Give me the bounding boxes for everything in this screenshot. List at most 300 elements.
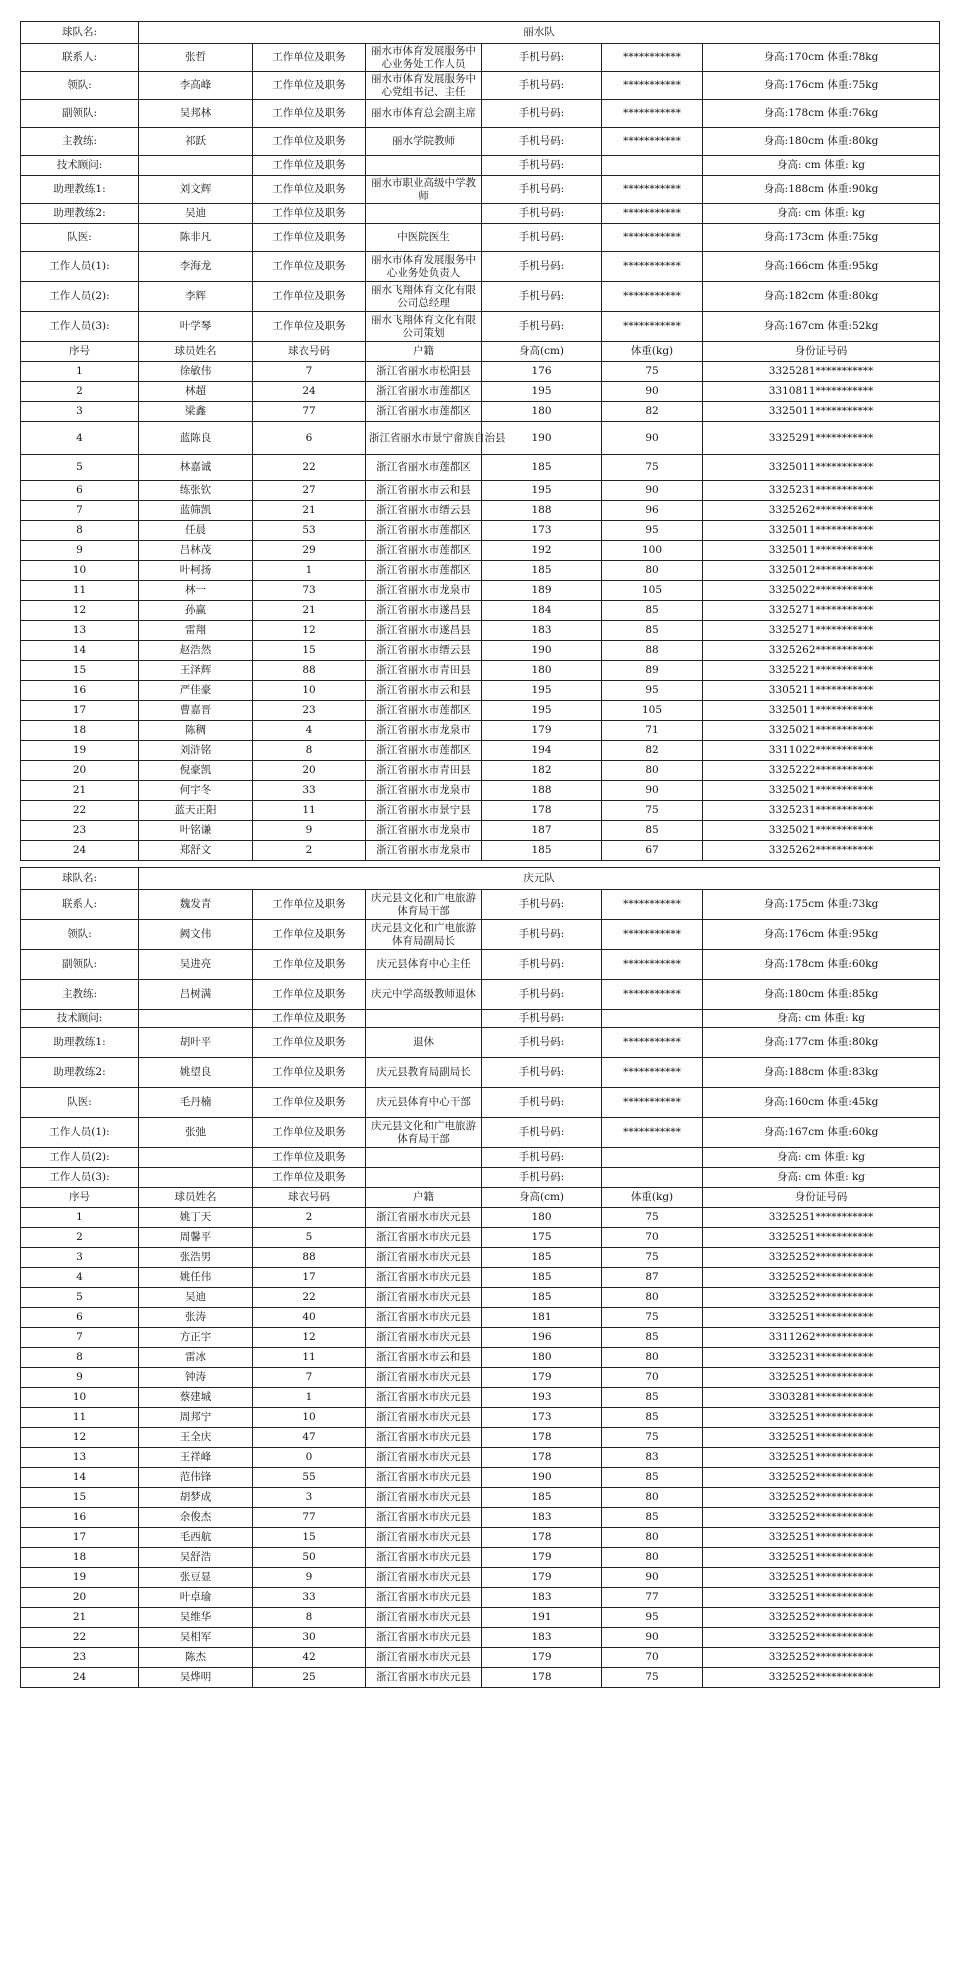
player-name: 周馨平 — [139, 1228, 253, 1248]
player-row — [21, 1608, 940, 1628]
player-id: 3325221*********** — [703, 661, 940, 681]
staff-name: 吕树满 — [139, 980, 253, 1010]
player-name: 吴相军 — [139, 1628, 253, 1648]
player-hometown: 浙江省丽水市景宁畲族自治县 — [366, 422, 482, 455]
player-name: 毛西航 — [139, 1528, 253, 1548]
staff-unit: 丽水市体育发展服务中心党组书记、主任 — [366, 72, 482, 100]
work-unit-label: 工作单位及职务 — [253, 204, 366, 224]
player-jersey: 9 — [253, 1568, 366, 1588]
staff-role: 主教练: — [21, 128, 139, 156]
player-row — [21, 521, 940, 541]
player-id: 3325251*********** — [703, 1528, 940, 1548]
col-jersey: 球衣号码 — [253, 342, 366, 362]
player-id: 3325012*********** — [703, 561, 940, 581]
player-height: 180 — [482, 402, 602, 422]
staff-height-weight: 身高:170cm 体重:78kg — [703, 44, 940, 72]
phone-label: 手机号码: — [482, 920, 602, 950]
player-index: 9 — [21, 541, 139, 561]
staff-row — [21, 1088, 940, 1118]
staff-row — [21, 1028, 940, 1058]
player-index: 7 — [21, 501, 139, 521]
player-name: 刘浒铭 — [139, 741, 253, 761]
staff-name: 吴进亮 — [139, 950, 253, 980]
staff-height-weight: 身高:173cm 体重:75kg — [703, 224, 940, 252]
player-row — [21, 1548, 940, 1568]
player-hometown: 浙江省丽水市庆元县 — [366, 1388, 482, 1408]
player-hometown: 浙江省丽水市龙泉市 — [366, 781, 482, 801]
player-height: 182 — [482, 761, 602, 781]
player-height: 190 — [482, 641, 602, 661]
player-name: 钟涛 — [139, 1368, 253, 1388]
staff-row — [21, 224, 940, 252]
player-row — [21, 781, 940, 801]
player-row — [21, 681, 940, 701]
phone-label: 手机号码: — [482, 1168, 602, 1188]
player-id: 3325021*********** — [703, 821, 940, 841]
player-jersey: 20 — [253, 761, 366, 781]
player-weight: 75 — [602, 1248, 703, 1268]
player-index: 8 — [21, 1348, 139, 1368]
player-row — [21, 541, 940, 561]
staff-role: 工作人员(1): — [21, 252, 139, 282]
phone-label: 手机号码: — [482, 890, 602, 920]
player-index: 21 — [21, 781, 139, 801]
player-hometown: 浙江省丽水市遂昌县 — [366, 601, 482, 621]
work-unit-label: 工作单位及职务 — [253, 312, 366, 342]
phone-label: 手机号码: — [482, 100, 602, 128]
player-weight: 87 — [602, 1268, 703, 1288]
player-id: 3325231*********** — [703, 1348, 940, 1368]
player-weight: 88 — [602, 641, 703, 661]
player-index: 4 — [21, 1268, 139, 1288]
player-weight: 85 — [602, 1328, 703, 1348]
player-jersey: 40 — [253, 1308, 366, 1328]
player-hometown: 浙江省丽水市庆元县 — [366, 1408, 482, 1428]
player-weight: 67 — [602, 841, 703, 861]
staff-unit — [366, 1148, 482, 1168]
player-height: 180 — [482, 661, 602, 681]
player-row — [21, 821, 940, 841]
work-unit-label: 工作单位及职务 — [253, 44, 366, 72]
phone-value: *********** — [602, 920, 703, 950]
player-name: 梁鑫 — [139, 402, 253, 422]
player-weight: 95 — [602, 681, 703, 701]
player-name: 练张钦 — [139, 481, 253, 501]
work-unit-label: 工作单位及职务 — [253, 282, 366, 312]
staff-row — [21, 1118, 940, 1148]
staff-name: 阙文伟 — [139, 920, 253, 950]
player-index: 22 — [21, 801, 139, 821]
phone-value: *********** — [602, 312, 703, 342]
player-index: 15 — [21, 661, 139, 681]
player-height: 195 — [482, 681, 602, 701]
player-name: 蓝筛凯 — [139, 501, 253, 521]
player-index: 2 — [21, 382, 139, 402]
staff-unit: 庆元县文化和广电旅游体育局干部 — [366, 1118, 482, 1148]
player-row — [21, 581, 940, 601]
player-name: 王全庆 — [139, 1428, 253, 1448]
player-height: 180 — [482, 1348, 602, 1368]
player-jersey: 0 — [253, 1448, 366, 1468]
player-hometown: 浙江省丽水市莲都区 — [366, 541, 482, 561]
player-hometown: 浙江省丽水市莲都区 — [366, 741, 482, 761]
phone-label: 手机号码: — [482, 72, 602, 100]
player-weight: 85 — [602, 621, 703, 641]
player-row — [21, 1468, 940, 1488]
player-weight: 75 — [602, 1668, 703, 1688]
player-row — [21, 402, 940, 422]
player-height: 183 — [482, 621, 602, 641]
staff-role: 助理教练2: — [21, 1058, 139, 1088]
player-weight: 75 — [602, 1428, 703, 1448]
player-jersey: 30 — [253, 1628, 366, 1648]
staff-height-weight: 身高:180cm 体重:80kg — [703, 128, 940, 156]
player-row — [21, 761, 940, 781]
player-row — [21, 1488, 940, 1508]
staff-role: 工作人员(3): — [21, 312, 139, 342]
staff-role: 工作人员(2): — [21, 1148, 139, 1168]
player-jersey: 22 — [253, 455, 366, 481]
player-height: 181 — [482, 1308, 602, 1328]
staff-name: 吴迪 — [139, 204, 253, 224]
player-id: 3325252*********** — [703, 1628, 940, 1648]
staff-unit: 庆元县文化和广电旅游体育局干部 — [366, 890, 482, 920]
col-weight: 体重(kg) — [602, 342, 703, 362]
player-weight: 95 — [602, 521, 703, 541]
work-unit-label: 工作单位及职务 — [253, 980, 366, 1010]
work-unit-label: 工作单位及职务 — [253, 920, 366, 950]
player-jersey: 17 — [253, 1268, 366, 1288]
player-weight: 80 — [602, 1528, 703, 1548]
player-jersey: 21 — [253, 501, 366, 521]
staff-name: 张哲 — [139, 44, 253, 72]
player-height: 176 — [482, 362, 602, 382]
phone-value: *********** — [602, 282, 703, 312]
player-index: 19 — [21, 1568, 139, 1588]
player-id: 3325011*********** — [703, 455, 940, 481]
player-weight: 90 — [602, 481, 703, 501]
player-id: 3325222*********** — [703, 761, 940, 781]
staff-name: 刘文辉 — [139, 176, 253, 204]
staff-unit — [366, 1010, 482, 1028]
player-index: 8 — [21, 521, 139, 541]
player-height: 185 — [482, 1488, 602, 1508]
staff-role: 领队: — [21, 72, 139, 100]
phone-label: 手机号码: — [482, 224, 602, 252]
player-height: 179 — [482, 1568, 602, 1588]
player-hometown: 浙江省丽水市青田县 — [366, 761, 482, 781]
work-unit-label: 工作单位及职务 — [253, 128, 366, 156]
player-index: 5 — [21, 455, 139, 481]
staff-row — [21, 890, 940, 920]
player-hometown: 浙江省丽水市遂昌县 — [366, 621, 482, 641]
player-row — [21, 1628, 940, 1648]
player-jersey: 42 — [253, 1648, 366, 1668]
player-name: 雷翔 — [139, 621, 253, 641]
player-weight: 90 — [602, 1568, 703, 1588]
player-index: 1 — [21, 362, 139, 382]
staff-unit: 庆元县文化和广电旅游 体育局副局长 — [366, 920, 482, 950]
phone-value: *********** — [602, 1028, 703, 1058]
player-jersey: 33 — [253, 781, 366, 801]
staff-role: 助理教练1: — [21, 176, 139, 204]
player-weight: 70 — [602, 1368, 703, 1388]
player-id: 3325262*********** — [703, 841, 940, 861]
player-weight: 75 — [602, 362, 703, 382]
player-index: 12 — [21, 601, 139, 621]
player-index: 14 — [21, 1468, 139, 1488]
player-jersey: 27 — [253, 481, 366, 501]
player-row — [21, 501, 940, 521]
player-jersey: 33 — [253, 1588, 366, 1608]
player-weight: 75 — [602, 1308, 703, 1328]
player-id: 3325011*********** — [703, 701, 940, 721]
player-id: 3325252*********** — [703, 1468, 940, 1488]
player-height: 193 — [482, 1388, 602, 1408]
player-hometown: 浙江省丽水市龙泉市 — [366, 821, 482, 841]
player-id: 3325252*********** — [703, 1488, 940, 1508]
staff-height-weight: 身高: cm 体重: kg — [703, 204, 940, 224]
staff-height-weight: 身高:188cm 体重:83kg — [703, 1058, 940, 1088]
player-height: 173 — [482, 521, 602, 541]
col-index: 序号 — [21, 342, 139, 362]
player-weight: 105 — [602, 581, 703, 601]
player-index: 6 — [21, 481, 139, 501]
player-jersey: 2 — [253, 841, 366, 861]
player-row — [21, 741, 940, 761]
player-weight: 82 — [602, 741, 703, 761]
player-hometown: 浙江省丽水市庆元县 — [366, 1608, 482, 1628]
player-weight: 96 — [602, 501, 703, 521]
staff-height-weight: 身高:175cm 体重:73kg — [703, 890, 940, 920]
staff-row — [21, 312, 940, 342]
player-id: 3325251*********** — [703, 1568, 940, 1588]
phone-value: *********** — [602, 44, 703, 72]
player-name: 林超 — [139, 382, 253, 402]
player-row — [21, 561, 940, 581]
col-id-number: 身份证号码 — [703, 1188, 940, 1208]
phone-label: 手机号码: — [482, 1088, 602, 1118]
staff-row — [21, 128, 940, 156]
player-hometown: 浙江省丽水市庆元县 — [366, 1288, 482, 1308]
player-row — [21, 1368, 940, 1388]
player-hometown: 浙江省丽水市庆元县 — [366, 1668, 482, 1688]
staff-row — [21, 176, 940, 204]
player-id: 3325252*********** — [703, 1648, 940, 1668]
player-hometown: 浙江省丽水市庆元县 — [366, 1268, 482, 1288]
player-height: 188 — [482, 781, 602, 801]
work-unit-label: 工作单位及职务 — [253, 1088, 366, 1118]
player-index: 23 — [21, 1648, 139, 1668]
player-id: 3325271*********** — [703, 621, 940, 641]
player-jersey: 7 — [253, 1368, 366, 1388]
player-index: 14 — [21, 641, 139, 661]
player-row — [21, 1568, 940, 1588]
player-index: 24 — [21, 1668, 139, 1688]
player-hometown: 浙江省丽水市庆元县 — [366, 1648, 482, 1668]
player-id: 3325252*********** — [703, 1508, 940, 1528]
player-name: 郑舒文 — [139, 841, 253, 861]
staff-name: 李海龙 — [139, 252, 253, 282]
player-row — [21, 1528, 940, 1548]
player-id: 3325021*********** — [703, 721, 940, 741]
player-jersey: 2 — [253, 1208, 366, 1228]
roster-table — [20, 21, 940, 1688]
player-row — [21, 1408, 940, 1428]
player-hometown: 浙江省丽水市庆元县 — [366, 1488, 482, 1508]
player-id: 3311262*********** — [703, 1328, 940, 1348]
player-weight: 80 — [602, 1348, 703, 1368]
staff-name: 魏发青 — [139, 890, 253, 920]
player-jersey: 50 — [253, 1548, 366, 1568]
staff-height-weight: 身高:176cm 体重:75kg — [703, 72, 940, 100]
staff-row — [21, 204, 940, 224]
player-id: 3325251*********** — [703, 1368, 940, 1388]
player-row — [21, 1248, 940, 1268]
player-index: 11 — [21, 1408, 139, 1428]
staff-name: 祁跃 — [139, 128, 253, 156]
col-hometown: 户籍 — [366, 1188, 482, 1208]
phone-value — [602, 156, 703, 176]
player-index: 16 — [21, 1508, 139, 1528]
staff-unit — [366, 1168, 482, 1188]
section-gap — [21, 861, 940, 868]
player-id: 3325011*********** — [703, 402, 940, 422]
staff-role: 队医: — [21, 1088, 139, 1118]
work-unit-label: 工作单位及职务 — [253, 1168, 366, 1188]
player-row — [21, 455, 940, 481]
staff-name — [139, 156, 253, 176]
player-id: 3325231*********** — [703, 801, 940, 821]
work-unit-label: 工作单位及职务 — [253, 1028, 366, 1058]
staff-role: 助理教练1: — [21, 1028, 139, 1058]
player-name: 陈稠 — [139, 721, 253, 741]
player-jersey: 5 — [253, 1228, 366, 1248]
staff-row — [21, 950, 940, 980]
player-index: 19 — [21, 741, 139, 761]
staff-name: 张弛 — [139, 1118, 253, 1148]
player-id: 3325271*********** — [703, 601, 940, 621]
player-name: 张涛 — [139, 1308, 253, 1328]
staff-role: 副领队: — [21, 950, 139, 980]
phone-value: *********** — [602, 1118, 703, 1148]
staff-unit: 丽水飞翔体育文化有限公司总经理 — [366, 282, 482, 312]
player-height: 195 — [482, 481, 602, 501]
player-jersey: 22 — [253, 1288, 366, 1308]
player-weight: 82 — [602, 402, 703, 422]
player-weight: 71 — [602, 721, 703, 741]
staff-name — [139, 1148, 253, 1168]
player-name: 倪豪凯 — [139, 761, 253, 781]
player-index: 20 — [21, 761, 139, 781]
player-jersey: 11 — [253, 801, 366, 821]
col-player-name: 球员姓名 — [139, 1188, 253, 1208]
phone-value: *********** — [602, 100, 703, 128]
player-name: 赵浩然 — [139, 641, 253, 661]
player-row — [21, 1648, 940, 1668]
player-name: 徐敏伟 — [139, 362, 253, 382]
staff-unit: 丽水飞翔体育文化有限公司策划 — [366, 312, 482, 342]
player-height: 185 — [482, 1268, 602, 1288]
phone-label: 手机号码: — [482, 1058, 602, 1088]
phone-label: 手机号码: — [482, 1118, 602, 1148]
player-row — [21, 1588, 940, 1608]
staff-role: 工作人员(3): — [21, 1168, 139, 1188]
player-hometown: 浙江省丽水市庆元县 — [366, 1228, 482, 1248]
player-row — [21, 481, 940, 501]
staff-row — [21, 252, 940, 282]
work-unit-label: 工作单位及职务 — [253, 950, 366, 980]
player-hometown: 浙江省丽水市庆元县 — [366, 1328, 482, 1348]
player-index: 22 — [21, 1628, 139, 1648]
staff-row — [21, 282, 940, 312]
player-jersey: 55 — [253, 1468, 366, 1488]
player-weight: 85 — [602, 1508, 703, 1528]
player-id: 3305211*********** — [703, 681, 940, 701]
player-id: 3325022*********** — [703, 581, 940, 601]
staff-role: 技术顾问: — [21, 156, 139, 176]
staff-name — [139, 1010, 253, 1028]
player-name: 雷冰 — [139, 1348, 253, 1368]
player-name: 林一 — [139, 581, 253, 601]
staff-unit: 庆元县体育中心主任 — [366, 950, 482, 980]
registration-sheet — [20, 21, 939, 1688]
staff-height-weight: 身高:178cm 体重:76kg — [703, 100, 940, 128]
team-name-row — [21, 868, 940, 890]
player-name: 何宇冬 — [139, 781, 253, 801]
player-height: 188 — [482, 501, 602, 521]
staff-name: 胡叶平 — [139, 1028, 253, 1058]
player-hometown: 浙江省丽水市庆元县 — [366, 1508, 482, 1528]
player-name: 范伟锋 — [139, 1468, 253, 1488]
player-jersey: 9 — [253, 821, 366, 841]
staff-name: 李高峰 — [139, 72, 253, 100]
phone-value: *********** — [602, 1088, 703, 1118]
player-height: 192 — [482, 541, 602, 561]
player-jersey: 77 — [253, 1508, 366, 1528]
staff-name: 陈非凡 — [139, 224, 253, 252]
player-index: 21 — [21, 1608, 139, 1628]
player-index: 13 — [21, 1448, 139, 1468]
player-hometown: 浙江省丽水市云和县 — [366, 681, 482, 701]
player-index: 10 — [21, 1388, 139, 1408]
player-hometown: 浙江省丽水市庆元县 — [366, 1448, 482, 1468]
player-index: 18 — [21, 1548, 139, 1568]
staff-role: 领队: — [21, 920, 139, 950]
player-height: 189 — [482, 581, 602, 601]
player-id: 3325291*********** — [703, 422, 940, 455]
player-name: 吴维华 — [139, 1608, 253, 1628]
phone-value: *********** — [602, 252, 703, 282]
player-height: 179 — [482, 1548, 602, 1568]
player-hometown: 浙江省丽水市缙云县 — [366, 641, 482, 661]
col-hometown: 户籍 — [366, 342, 482, 362]
player-hometown: 浙江省丽水市庆元县 — [366, 1628, 482, 1648]
player-jersey: 7 — [253, 362, 366, 382]
player-id: 3325252*********** — [703, 1248, 940, 1268]
staff-unit: 丽水市职业高级中学教 师 — [366, 176, 482, 204]
player-name: 孙赢 — [139, 601, 253, 621]
player-name: 叶卓瑜 — [139, 1588, 253, 1608]
player-row — [21, 1268, 940, 1288]
player-row — [21, 1288, 940, 1308]
player-name: 吴烨明 — [139, 1668, 253, 1688]
player-height: 183 — [482, 1508, 602, 1528]
player-id: 3310811*********** — [703, 382, 940, 402]
player-hometown: 浙江省丽水市莲都区 — [366, 561, 482, 581]
player-weight: 80 — [602, 1288, 703, 1308]
col-weight: 体重(kg) — [602, 1188, 703, 1208]
